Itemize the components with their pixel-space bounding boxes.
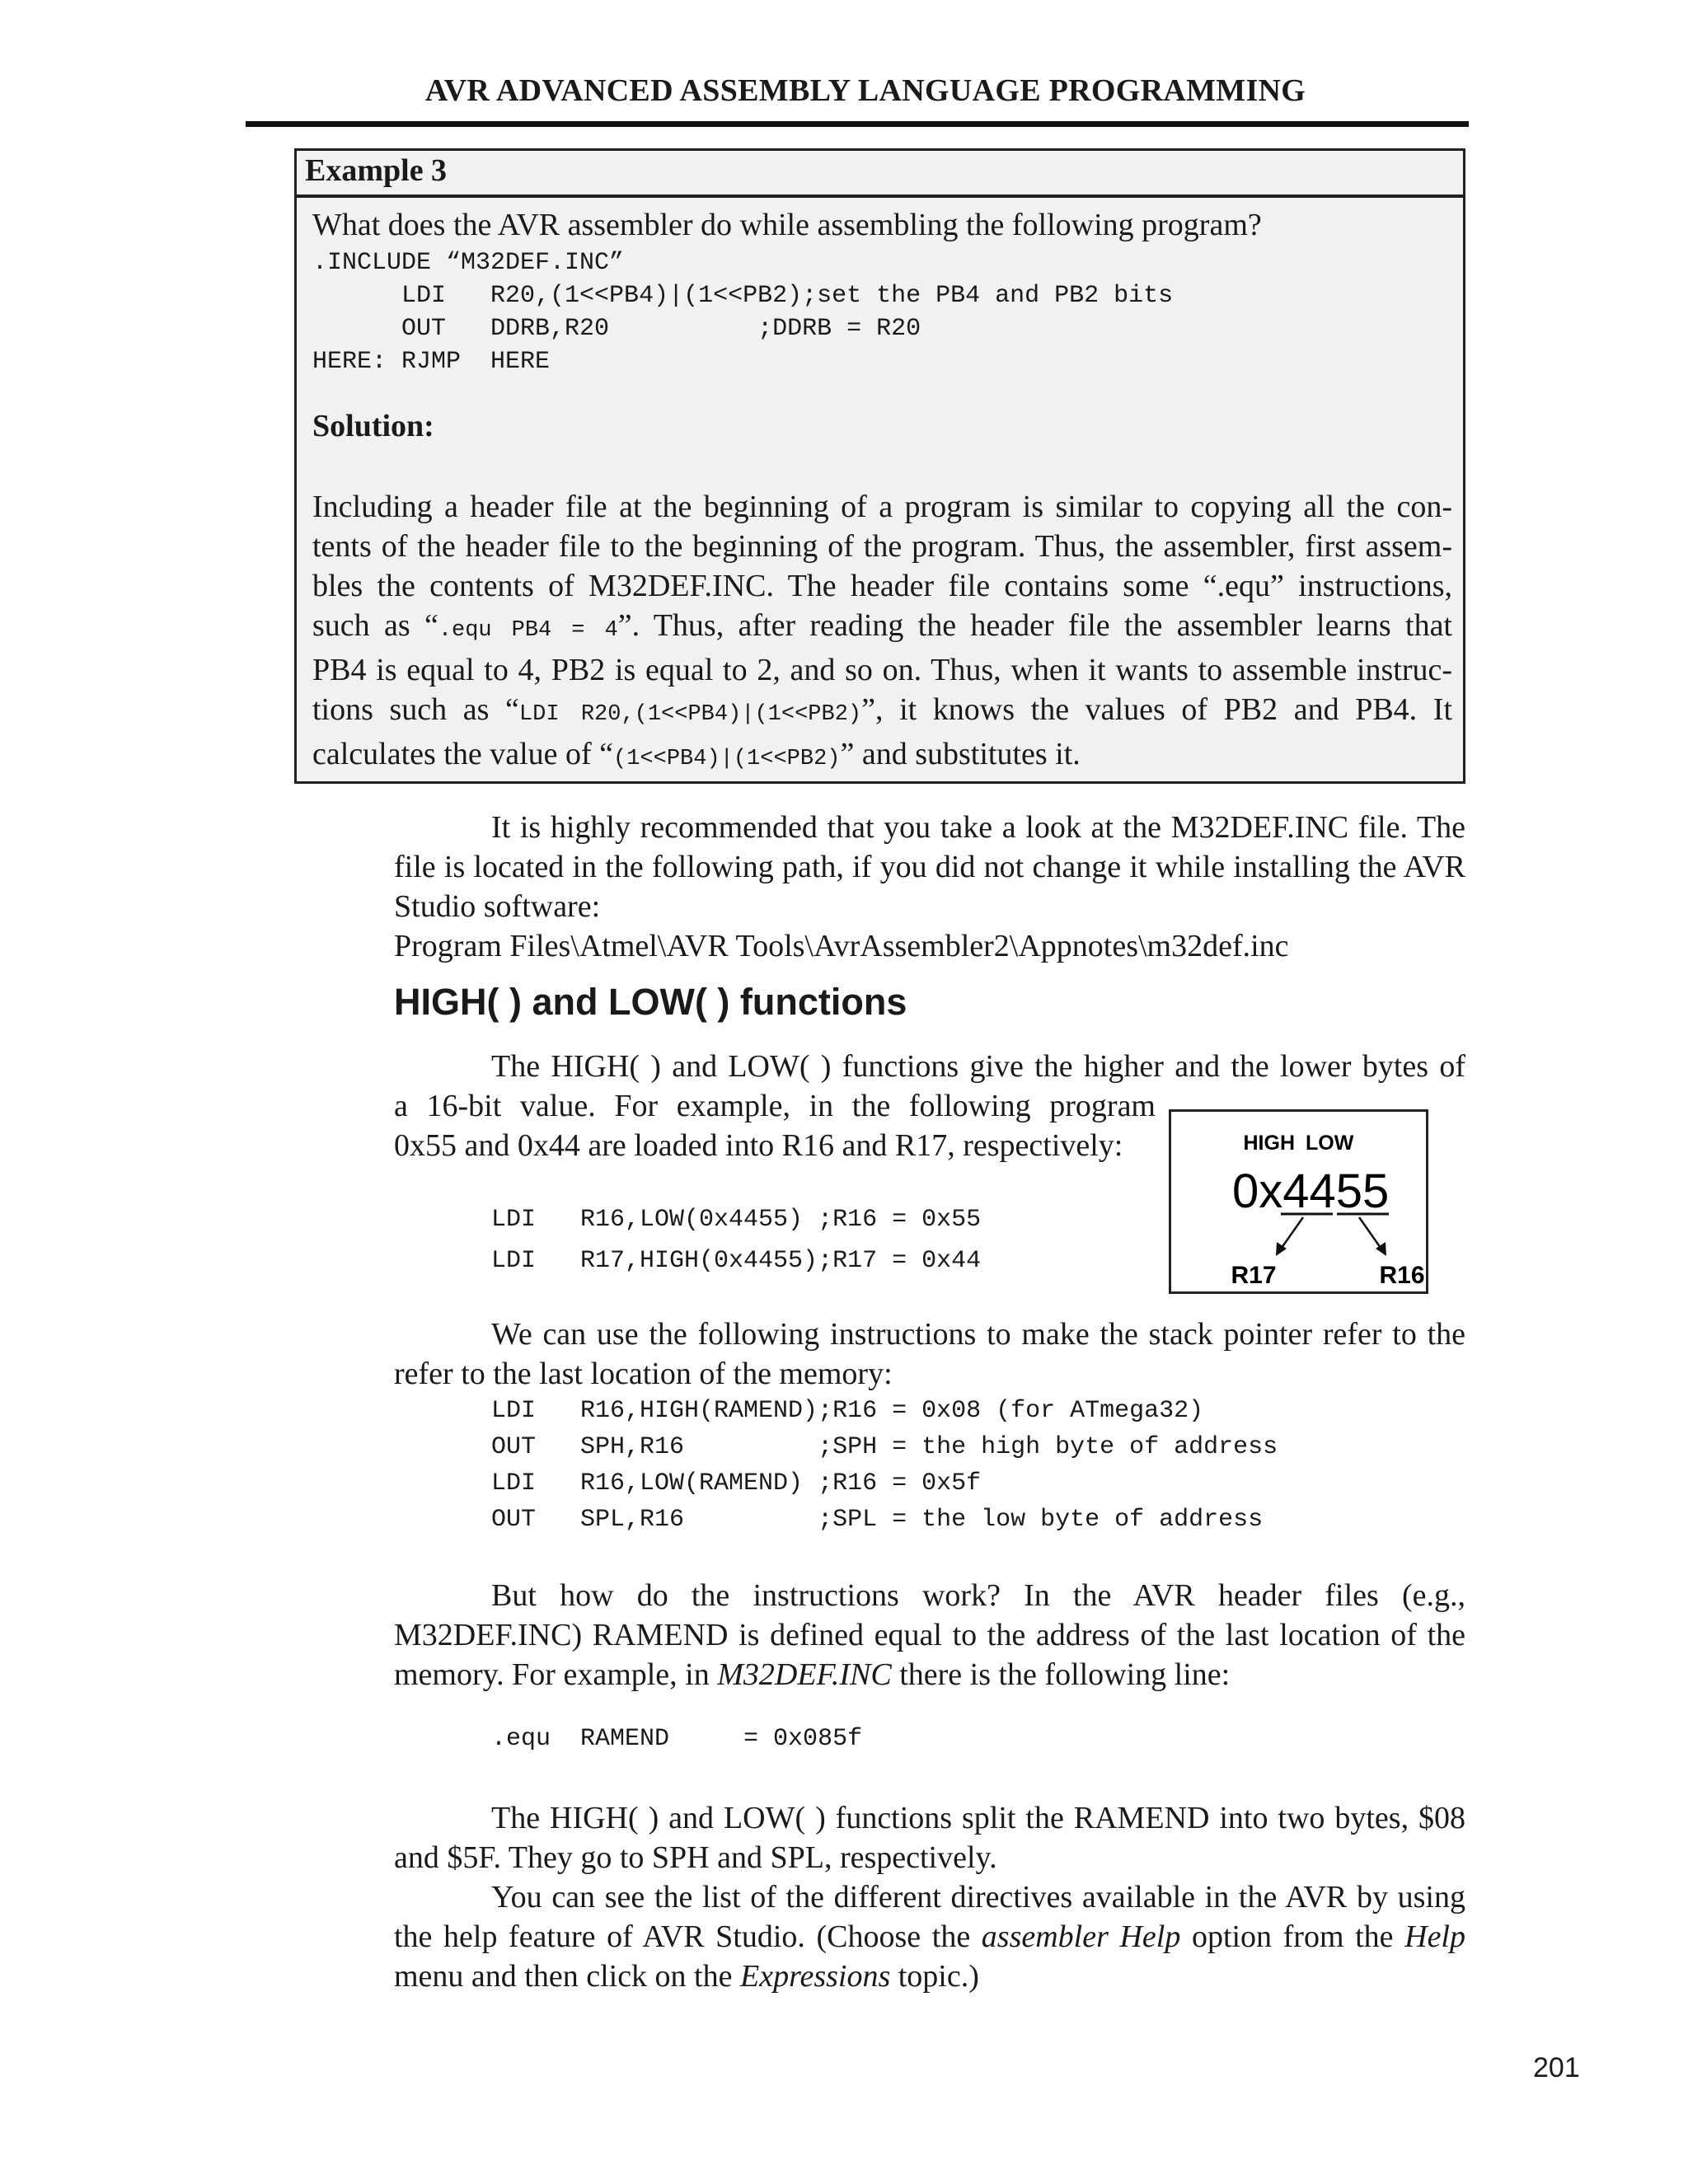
paragraph-line: It is highly recommended that you take a look at the M32DEF.INC file. The <box>491 810 1465 845</box>
file-path: Program Files\Atmel\AVR Tools\AvrAssembler2\Appnotes\m32def.inc <box>394 929 1289 963</box>
code-line: OUT DDRB,R20 ;DDRB = R20 <box>312 315 921 343</box>
paragraph-line: and $5F. They go to SPH and SPL, respectively. <box>394 1840 997 1875</box>
example-box <box>294 148 1465 784</box>
paragraph-line: M32DEF.INC) RAMEND is defined equal to the address of the last location of the <box>394 1618 1465 1652</box>
solution-text <box>312 487 1452 779</box>
paragraph-line: Studio software: <box>394 889 601 924</box>
low-label: LOW <box>1306 1132 1354 1155</box>
solution-line: calculates the value of “(1<<PB4)|(1<<PB2)” and substitutes it. <box>312 737 1081 771</box>
code-line: LDI R20,(1<<PB4)|(1<<PB2);set the PB4 and PB2 bits <box>312 282 1174 310</box>
paragraph-how <box>394 1576 1465 1694</box>
paragraph-line: a 16-bit value. For example, in the following program <box>394 1089 1156 1123</box>
code-line: HERE: RJMP HERE <box>312 348 551 376</box>
running-head: AVR ADVANCED ASSEMBLY LANGUAGE PROGRAMMING <box>424 73 1306 108</box>
paragraph-line: memory. For example, in M32DEF.INC there is the following line: <box>394 1657 1231 1692</box>
high-byte: 44 <box>1282 1165 1336 1218</box>
paragraph-line: refer to the last location of the memory: <box>394 1357 893 1391</box>
low-byte: 55 <box>1335 1165 1390 1218</box>
example-title-bar <box>297 151 1463 198</box>
solution-line: PB4 is equal to 4, PB2 is equal to 2, and so on. Thus, when it wants to assemble instruc- <box>312 653 1452 687</box>
italic-text: Expressions <box>740 1959 891 1994</box>
inline-code: .equ PB4 = 4 <box>438 618 618 643</box>
code-line: LDI R17,HIGH(0x4455);R17 = 0x44 <box>491 1247 982 1275</box>
solution-line: tions such as “LDI R20,(1<<PB4)|(1<<PB2)”, it knows the values of PB2 and PB4. It <box>312 692 1453 727</box>
inline-code: LDI R20,(1<<PB4)|(1<<PB2) <box>518 702 862 727</box>
paragraph-recommend <box>394 808 1465 966</box>
paragraph-line: the help feature of AVR Studio. (Choose the assembler Help option from the Help <box>394 1919 1465 1954</box>
code-line: OUT SPH,R16 ;SPH = the high byte of address <box>491 1433 1278 1461</box>
arrow-to-r17 <box>1282 1217 1303 1248</box>
code-line: LDI R16,LOW(RAMEND) ;R16 = 0x5f <box>491 1469 982 1497</box>
italic-text: Help <box>1404 1919 1465 1954</box>
solution-line: tents of the header file to the beginning of the program. Thus, the assembler, first assem- <box>312 529 1452 564</box>
section-heading: HIGH( ) and LOW( ) functions <box>394 981 907 1023</box>
paragraph-line: The HIGH( ) and LOW( ) functions give the higher and the lower bytes of <box>491 1049 1465 1084</box>
register-r16: R16 <box>1379 1262 1425 1289</box>
paragraph-line: You can see the list of the different directives available in the AVR by using <box>491 1880 1465 1915</box>
value-prefix: 0x <box>1232 1165 1283 1218</box>
paragraph-line: 0x55 and 0x44 are loaded into R16 and R17, respectively: <box>394 1128 1123 1163</box>
high-label: HIGH <box>1243 1132 1295 1155</box>
value-text <box>1232 1165 1389 1218</box>
paragraph-line: file is located in the following path, if you did not change it while installing the AVR <box>394 850 1465 884</box>
solution-line: Including a header file at the beginning of a program is similar to copying all the con- <box>312 490 1452 524</box>
paragraph-split <box>394 1798 1465 1996</box>
code-line: OUT SPL,R16 ;SPL = the low byte of address <box>491 1506 1264 1534</box>
equ-code-line: .equ RAMEND = 0x085f <box>491 1725 863 1753</box>
high-low-diagram-svg <box>1171 1112 1426 1291</box>
register-r17: R17 <box>1231 1262 1277 1289</box>
inline-code: (1<<PB4)|(1<<PB2) <box>613 747 841 771</box>
solution-line: bles the contents of M32DEF.INC. The header file contains some “.equ” instructions, <box>312 569 1452 603</box>
high-low-diagram <box>1169 1109 1428 1294</box>
paragraph-line: menu and then click on the Expressions topic.) <box>394 1959 979 1994</box>
example-question: What does the AVR assembler do while assembling the following program? <box>312 208 1262 242</box>
highlow-code-block <box>491 1199 981 1282</box>
italic-text: assembler Help <box>981 1919 1181 1954</box>
header-rule <box>246 121 1469 127</box>
stack-code-block <box>491 1393 1278 1538</box>
italic-filename: M32DEF.INC <box>717 1657 892 1692</box>
code-line: LDI R16,LOW(0x4455) ;R16 = 0x55 <box>491 1206 982 1234</box>
solution-label: Solution: <box>312 409 434 443</box>
example-code-block <box>312 246 1173 378</box>
paragraph-line: The HIGH( ) and LOW( ) functions split the RAMEND into two bytes, $08 <box>491 1801 1465 1835</box>
example-title: Example 3 <box>305 153 448 188</box>
page-number: 201 <box>1533 2052 1580 2083</box>
paragraph-stack <box>394 1315 1465 1394</box>
solution-line: such as “.equ PB4 = 4”. Thus, after reading the header file the assembler learns that <box>312 608 1452 643</box>
paragraph-line: But how do the instructions work? In the AVR header files (e.g., <box>491 1578 1465 1613</box>
paragraph-line: We can use the following instructions to make the stack pointer refer to the <box>491 1317 1465 1352</box>
arrow-to-r16 <box>1359 1217 1381 1248</box>
code-line: LDI R16,HIGH(RAMEND);R16 = 0x08 (for ATmega32) <box>491 1397 1204 1425</box>
code-line: .INCLUDE “M32DEF.INC” <box>312 249 625 277</box>
